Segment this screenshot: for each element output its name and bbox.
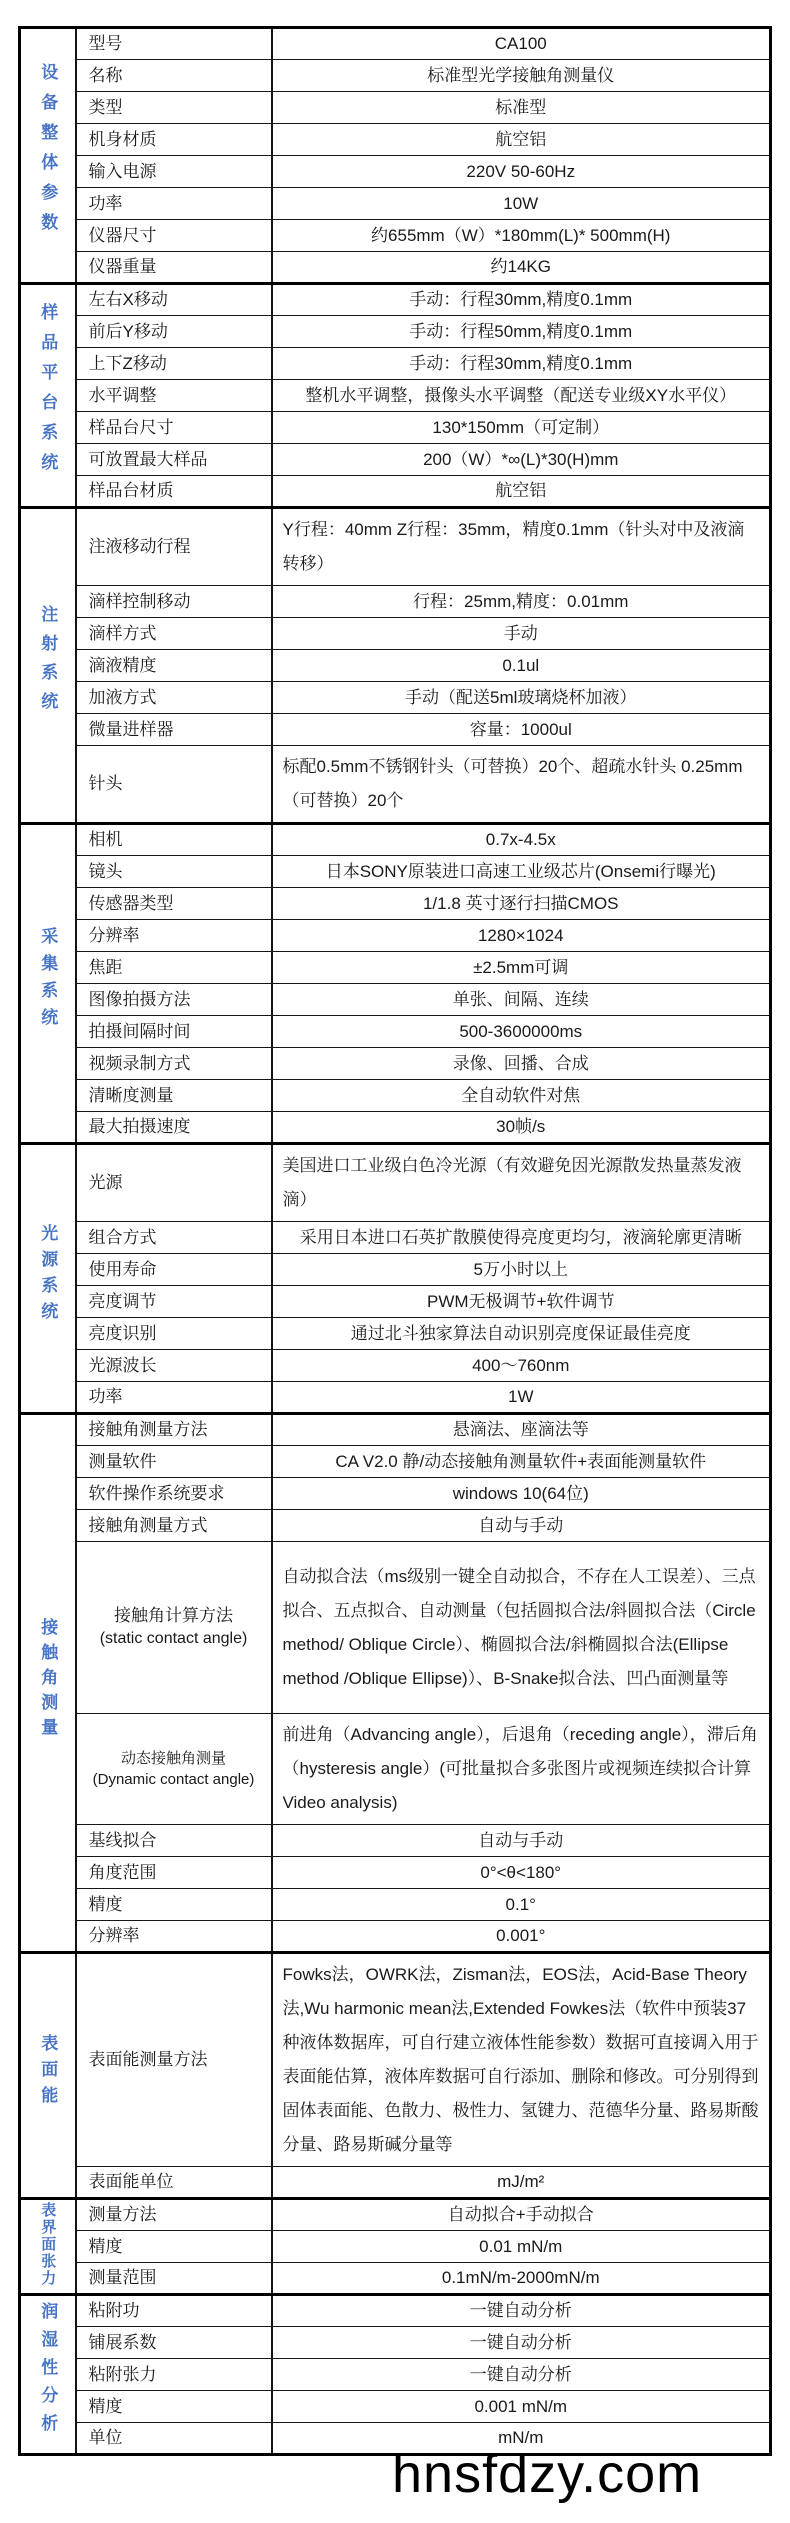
spec-row xyxy=(20,1286,771,1318)
param-value: PWM无极调节+软件调节 xyxy=(272,1286,771,1318)
section-cell-light-source xyxy=(20,1144,76,1414)
param-value: 标配0.5mm不锈钢针头（可替换）20个、超疏水针头 0.25mm（可替换）20个 xyxy=(272,746,771,824)
param-value: 1/1.8 英寸逐行扫描CMOS xyxy=(272,888,771,920)
section-cell-device xyxy=(20,28,76,284)
spec-row xyxy=(20,508,771,586)
spec-row xyxy=(20,124,771,156)
spec-row xyxy=(20,2391,771,2423)
section-cell-surface-energy xyxy=(20,1953,76,2199)
param-name: 滴液精度 xyxy=(76,650,272,682)
param-name: 亮度识别 xyxy=(76,1318,272,1350)
spec-row xyxy=(20,714,771,746)
param-name: 仪器尺寸 xyxy=(76,220,272,252)
param-name: 型号 xyxy=(76,28,272,60)
param-value: 全自动软件对焦 xyxy=(272,1080,771,1112)
param-value: 采用日本进口石英扩散膜使得亮度更均匀，液滴轮廓更清晰 xyxy=(272,1222,771,1254)
spec-row xyxy=(20,1350,771,1382)
param-value: 行程：25mm,精度：0.01mm xyxy=(272,586,771,618)
spec-row xyxy=(20,348,771,380)
param-name: 粘附功 xyxy=(76,2295,272,2327)
param-name: 接触角测量方式 xyxy=(76,1510,272,1542)
param-value: 手动：行程30mm,精度0.1mm xyxy=(272,348,771,380)
spec-row xyxy=(20,1112,771,1144)
param-name: 名称 xyxy=(76,60,272,92)
param-name: 加液方式 xyxy=(76,682,272,714)
spec-row xyxy=(20,1144,771,1222)
param-name: 精度 xyxy=(76,1889,272,1921)
spec-row xyxy=(20,1048,771,1080)
param-name: 角度范围 xyxy=(76,1857,272,1889)
param-name: 组合方式 xyxy=(76,1222,272,1254)
spec-row xyxy=(20,316,771,348)
param-name: 机身材质 xyxy=(76,124,272,156)
spec-row xyxy=(20,92,771,124)
spec-table xyxy=(18,26,772,2456)
spec-row xyxy=(20,2295,771,2327)
section-label: 表界面张力 xyxy=(39,2201,57,2287)
param-name: 输入电源 xyxy=(76,156,272,188)
param-name: 前后Y移动 xyxy=(76,316,272,348)
param-name: 亮度调节 xyxy=(76,1286,272,1318)
param-value: Y行程：40mm Z行程：35mm，精度0.1mm（针头对中及液滴转移） xyxy=(272,508,771,586)
param-value: 日本SONY原装进口高速工业级芯片(Onsemi行曝光) xyxy=(272,856,771,888)
param-value: 1W xyxy=(272,1382,771,1414)
param-value: ±2.5mm可调 xyxy=(272,952,771,984)
spec-row xyxy=(20,1382,771,1414)
spec-row xyxy=(20,1254,771,1286)
spec-row xyxy=(20,1921,771,1953)
param-value: 悬滴法、座滴法等 xyxy=(272,1414,771,1446)
param-value: 约14KG xyxy=(272,252,771,284)
param-name: 功率 xyxy=(76,188,272,220)
param-value: Fowks法，OWRK法，Zisman法，EOS法，Acid-Base Theory法,Wu harmonic mean法,Extended Fowkes法（软件中预装37种液体数据库，可自行建立液体性能参数）数据可直接调入用于表面能估算，液体库数据可自行添加、删除和修改。可分别得到固体表面能、色散力、极性力、氢键力、范德华分量、路易斯酸分量、路易斯碱分量等 xyxy=(272,1953,771,2167)
section-label: 表面能 xyxy=(38,2034,58,2112)
spec-row xyxy=(20,952,771,984)
param-value: 30帧/s xyxy=(272,1112,771,1144)
spec-row xyxy=(20,1510,771,1542)
section-cell-acquisition xyxy=(20,824,76,1144)
param-name: 针头 xyxy=(76,746,272,824)
spec-row xyxy=(20,476,771,508)
param-value: 录像、回播、合成 xyxy=(272,1048,771,1080)
param-value: 一键自动分析 xyxy=(272,2327,771,2359)
param-name: 粘附张力 xyxy=(76,2359,272,2391)
spec-row xyxy=(20,252,771,284)
param-name: 铺展系数 xyxy=(76,2327,272,2359)
param-value: mJ/m² xyxy=(272,2167,771,2199)
param-name: 类型 xyxy=(76,92,272,124)
spec-row xyxy=(20,1080,771,1112)
spec-row xyxy=(20,746,771,824)
watermark: hnsfdzy.com xyxy=(392,2444,703,2504)
param-name: 微量进样器 xyxy=(76,714,272,746)
param-value: 美国进口工业级白色冷光源（有效避免因光源散发热量蒸发液滴） xyxy=(272,1144,771,1222)
param-value: 手动：行程30mm,精度0.1mm xyxy=(272,284,771,316)
param-name: 表面能测量方法 xyxy=(76,1953,272,2167)
spec-row xyxy=(20,220,771,252)
spec-row xyxy=(20,188,771,220)
param-name: 上下Z移动 xyxy=(76,348,272,380)
section-cell-interfacial-tension xyxy=(20,2199,76,2295)
param-value: 单张、间隔、连续 xyxy=(272,984,771,1016)
spec-row xyxy=(20,586,771,618)
param-value: 0.1ul xyxy=(272,650,771,682)
param-name: 分辨率 xyxy=(76,920,272,952)
param-value: 自动与手动 xyxy=(272,1825,771,1857)
section-label: 润湿性分析 xyxy=(38,2302,58,2442)
param-name: 可放置最大样品 xyxy=(76,444,272,476)
section-cell-sample-stage xyxy=(20,284,76,508)
param-name: 样品台材质 xyxy=(76,476,272,508)
spec-row xyxy=(20,380,771,412)
param-name: 滴样控制移动 xyxy=(76,586,272,618)
param-name: 软件操作系统要求 xyxy=(76,1478,272,1510)
param-value: 500-3600000ms xyxy=(272,1016,771,1048)
param-value: 手动 xyxy=(272,618,771,650)
spec-row xyxy=(20,1414,771,1446)
param-name: 使用寿命 xyxy=(76,1254,272,1286)
param-name-sub: (static contact angle) xyxy=(99,1630,248,1648)
spec-row xyxy=(20,856,771,888)
param-name-main: 接触角计算方法 xyxy=(114,1606,233,1626)
spec-row xyxy=(20,1446,771,1478)
spec-row xyxy=(20,60,771,92)
param-value: 10W xyxy=(272,188,771,220)
param-value: mN/m xyxy=(272,2423,771,2455)
section-label: 样品平台系统 xyxy=(38,303,58,483)
param-value: 约655mm（W）*180mm(L)* 500mm(H) xyxy=(272,220,771,252)
param-name-main: 动态接触角测量 xyxy=(120,1750,226,1767)
section-label: 设备整体参数 xyxy=(38,63,58,243)
spec-row xyxy=(20,2231,771,2263)
param-name: 图像拍摄方法 xyxy=(76,984,272,1016)
param-value: 手动：行程50mm,精度0.1mm xyxy=(272,316,771,348)
param-name: 滴样方式 xyxy=(76,618,272,650)
spec-row xyxy=(20,984,771,1016)
spec-row xyxy=(20,888,771,920)
spec-row xyxy=(20,1953,771,2167)
param-name: 光源 xyxy=(76,1144,272,1222)
spec-row xyxy=(20,682,771,714)
spec-row xyxy=(20,156,771,188)
spec-row xyxy=(20,2167,771,2199)
param-value: 1280×1024 xyxy=(272,920,771,952)
param-name: 光源波长 xyxy=(76,1350,272,1382)
param-name: 仪器重量 xyxy=(76,252,272,284)
param-value: CA V2.0 静/动态接触角测量软件+表面能测量软件 xyxy=(272,1446,771,1478)
spec-row xyxy=(20,284,771,316)
spec-row xyxy=(20,2199,771,2231)
param-value: 130*150mm（可定制） xyxy=(272,412,771,444)
param-name xyxy=(76,1714,272,1825)
param-name: 功率 xyxy=(76,1382,272,1414)
param-value: 通过北斗独家算法自动识别亮度保证最佳亮度 xyxy=(272,1318,771,1350)
spec-row xyxy=(20,2263,771,2295)
section-label: 采集系统 xyxy=(38,927,58,1035)
param-name: 精度 xyxy=(76,2391,272,2423)
spec-row xyxy=(20,1222,771,1254)
param-name: 左右X移动 xyxy=(76,284,272,316)
section-label: 接触角测量 xyxy=(38,1618,58,1743)
spec-row xyxy=(20,2327,771,2359)
param-name: 测量软件 xyxy=(76,1446,272,1478)
spec-row xyxy=(20,1714,771,1825)
param-value: 整机水平调整，摄像头水平调整（配送专业级XY水平仪） xyxy=(272,380,771,412)
param-name: 拍摄间隔时间 xyxy=(76,1016,272,1048)
param-name: 表面能单位 xyxy=(76,2167,272,2199)
spec-row xyxy=(20,618,771,650)
param-name: 视频录制方式 xyxy=(76,1048,272,1080)
param-value: 航空铝 xyxy=(272,476,771,508)
spec-row xyxy=(20,28,771,60)
param-value: 0.7x-4.5x xyxy=(272,824,771,856)
param-value: 一键自动分析 xyxy=(272,2295,771,2327)
param-name xyxy=(76,1542,272,1714)
param-name: 精度 xyxy=(76,2231,272,2263)
param-name: 单位 xyxy=(76,2423,272,2455)
param-name: 传感器类型 xyxy=(76,888,272,920)
param-name: 样品台尺寸 xyxy=(76,412,272,444)
param-name: 水平调整 xyxy=(76,380,272,412)
spec-row xyxy=(20,1857,771,1889)
section-cell-wettability xyxy=(20,2295,76,2455)
spec-row xyxy=(20,1478,771,1510)
spec-row xyxy=(20,1542,771,1714)
param-name: 测量方法 xyxy=(76,2199,272,2231)
param-value: 前进角（Advancing angle），后退角（receding angle），滞后角（hysteresis angle）(可批量拟合多张图片或视频连续拟合计算Video analysis) xyxy=(272,1714,771,1825)
param-value: 自动与手动 xyxy=(272,1510,771,1542)
param-value: windows 10(64位) xyxy=(272,1478,771,1510)
section-cell-contact-angle xyxy=(20,1414,76,1953)
param-value: 220V 50-60Hz xyxy=(272,156,771,188)
param-name: 注液移动行程 xyxy=(76,508,272,586)
param-value: 400～760nm xyxy=(272,1350,771,1382)
spec-row xyxy=(20,824,771,856)
param-name: 焦距 xyxy=(76,952,272,984)
section-cell-injection xyxy=(20,508,76,824)
param-value: 标准型光学接触角测量仪 xyxy=(272,60,771,92)
param-name: 最大拍摄速度 xyxy=(76,1112,272,1144)
param-name: 测量范围 xyxy=(76,2263,272,2295)
param-value: 5万小时以上 xyxy=(272,1254,771,1286)
param-value: 0.1° xyxy=(272,1889,771,1921)
spec-row xyxy=(20,412,771,444)
param-value: 0.001 mN/m xyxy=(272,2391,771,2423)
section-label: 注射系统 xyxy=(38,605,58,721)
spec-row xyxy=(20,1318,771,1350)
param-value: 标准型 xyxy=(272,92,771,124)
param-name: 接触角测量方法 xyxy=(76,1414,272,1446)
section-label: 光源系统 xyxy=(38,1224,58,1328)
param-value: 一键自动分析 xyxy=(272,2359,771,2391)
param-value: 0.1mN/m-2000mN/m xyxy=(272,2263,771,2295)
param-value: 自动拟合法（ms级别一键全自动拟合，不存在人工误差）、三点拟合、五点拟合、自动测量（包括圆拟合法/斜圆拟合法（Circle method/ Oblique Circle）、椭圆拟合法/斜椭圆拟合法(Ellipse method /Oblique Ellipse)）、B-Snake拟合法、凹凸面测量等 xyxy=(272,1542,771,1714)
param-name: 相机 xyxy=(76,824,272,856)
spec-row xyxy=(20,1016,771,1048)
param-value: 容量：1000ul xyxy=(272,714,771,746)
spec-row xyxy=(20,1825,771,1857)
param-value: 手动（配送5ml玻璃烧杯加液） xyxy=(272,682,771,714)
param-name-sub: (Dynamic contact angle) xyxy=(92,1771,255,1788)
param-name: 镜头 xyxy=(76,856,272,888)
spec-row xyxy=(20,650,771,682)
spec-row xyxy=(20,1889,771,1921)
spec-row xyxy=(20,920,771,952)
param-value: 自动拟合+手动拟合 xyxy=(272,2199,771,2231)
param-name: 分辨率 xyxy=(76,1921,272,1953)
spec-row xyxy=(20,444,771,476)
param-name: 清晰度测量 xyxy=(76,1080,272,1112)
param-value: 0.001° xyxy=(272,1921,771,1953)
spec-row xyxy=(20,2359,771,2391)
param-value: 200（W）*∞(L)*30(H)mm xyxy=(272,444,771,476)
param-name: 基线拟合 xyxy=(76,1825,272,1857)
param-value: 航空铝 xyxy=(272,124,771,156)
param-value: 0°<θ<180° xyxy=(272,1857,771,1889)
param-value: CA100 xyxy=(272,28,771,60)
param-value: 0.01 mN/m xyxy=(272,2231,771,2263)
